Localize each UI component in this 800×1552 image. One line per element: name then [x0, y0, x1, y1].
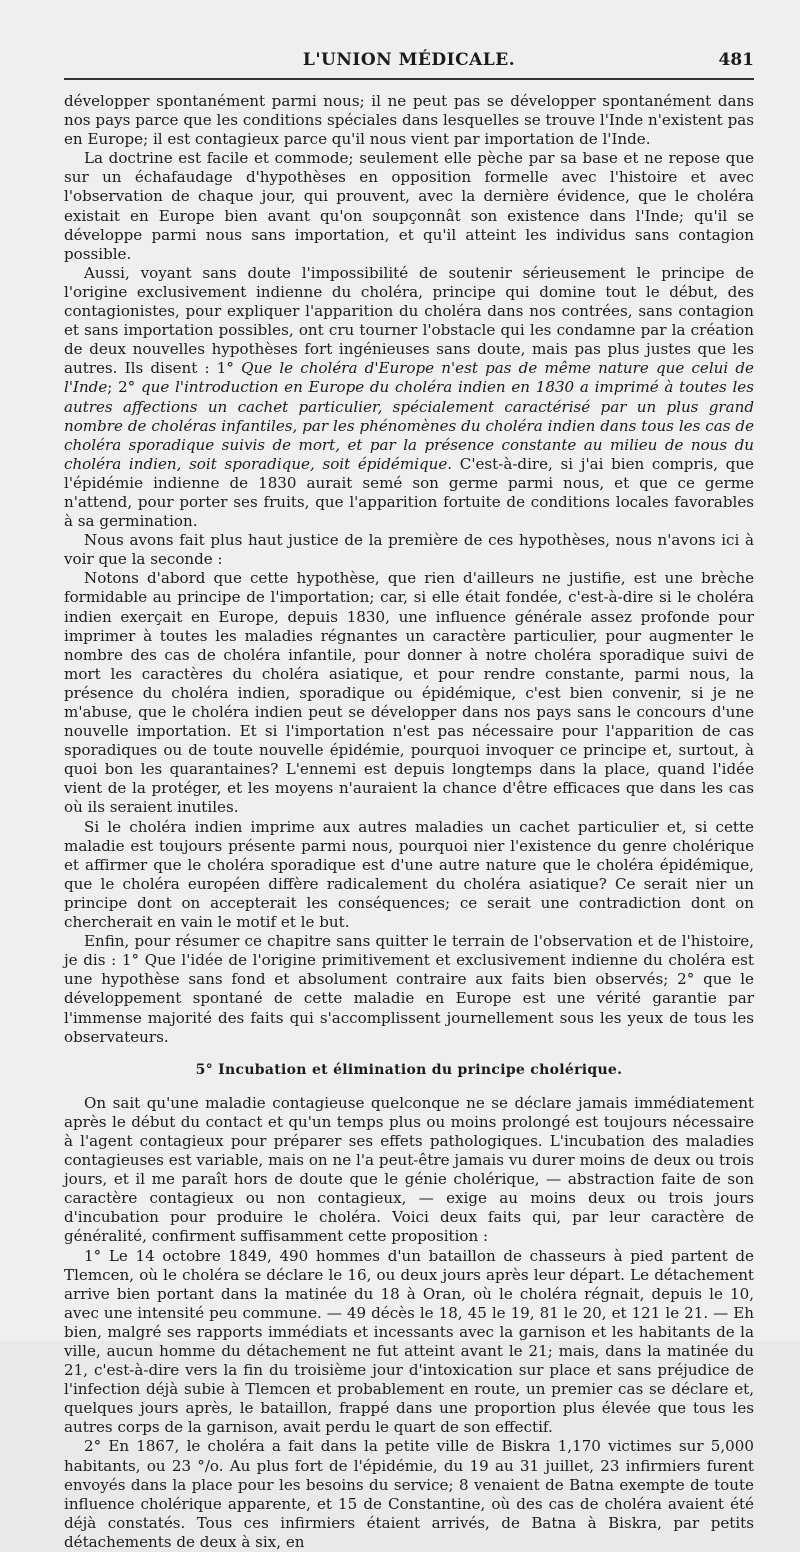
section-heading: 5° Incubation et élimination du principe cholérique. [195, 1061, 623, 1078]
italic-quote: que l'introduction en Europe du choléra indien en 1830 a imprimé à toutes les autres affections un cachet particulier, spécialement caractérisé par un plus grand nombre de choléras infantiles, par les phénomènes du choléra indien dans tous les cas de choléra sporadique suivis de mort, et par la présence constante au milieu de nous du choléra indien, soit sporadique, soit épidémique. [64, 378, 754, 473]
running-header [64, 50, 754, 80]
paragraph: Notons d'abord que cette hypothèse, que rien d'ailleurs ne justifie, est une brèche formidable au principe de l'importation; car, si elle était fondée, c'est-à-dire si le choléra indien exerçait en Europe, depuis 1830, une influence générale assez profonde pour imprimer à toutes les maladies régnantes un caractère particulier, pour augmenter le nombre des cas de choléra infantile, pour donner à notre choléra sporadique suivi de mort les caractères du choléra asiatique, et pour rendre constante, parmi nous, la présence du choléra indien, sporadique ou épidémique, c'est bien convenir, si je ne m'abuse, que le choléra indien peut se développer dans nos pays sans le concours d'une nouvelle importation. Et si l'importation n'est pas nécessaire pour l'apparition de cas sporadiques ou de toute nouvelle épidémie, pourquoi invoquer ce principe et, surtout, à quoi bon les quarantaines? L'ennemi est depuis longtemps dans la place, quand l'idée vient de la protéger, et les moyens n'auraient la chance d'être efficaces que dans les cas où ils seraient inutiles. [64, 569, 754, 817]
paragraph: 2° En 1867, le choléra a fait dans la petite ville de Biskra 1,170 victimes sur 5,000 habitants, ou 23 °/o. Au plus fort de l'épidémie, du 19 au 31 juillet, 23 infirmiers furent envoyés dans la place pour les besoins du service; 8 venaient de Batna exempte de toute influence cholérique apparente, et 15 de Constantine, où des cas de choléra avaient été déjà constatés. Tous ces infirmiers étaient arrivés, de Batna à Biskra, par petits détachements de deux à six, en [64, 1437, 754, 1551]
paragraph [64, 264, 754, 531]
paragraph: On sait qu'une maladie contagieuse quelconque ne se déclare jamais immédiatement après le début du contact et qu'un temps plus ou moins prolongé est toujours nécessaire à l'agent contagieux pour préparer ses effets pathologiques. L'incubation des maladies contagieuses est variable, mais on ne l'a peut-être jamais vu durer moins de deux ou trois jours, et il me paraît hors de doute que le génie cholérique, — abstraction faite de son caractère contagieux ou non contagieux, — exige au moins deux ou trois jours d'incubation pour produire le choléra. Voici deux faits qui, par leur caractère de généralité, confirment suffisamment cette proposition : [64, 1093, 754, 1246]
paragraph-text: ; 2° [107, 378, 141, 397]
paragraph: Si le choléra indien imprime aux autres maladies un cachet particulier et, si cette maladie est toujours présente parmi nous, pourquoi nier l'existence du genre cholérique et affirmer que le choléra sporadique est d'une autre nature que le choléra épidémique, que le choléra européen diffère radicalement du choléra asiatique? Ce serait nier un principe dont on accepterait les conséquences; ce serait une contradiction dont on chercherait en vain le motif et le but. [64, 817, 754, 932]
article-body [64, 92, 754, 1552]
paragraph: 1° Le 14 octobre 1849, 490 hommes d'un bataillon de chasseurs à pied partent de Tlemcen, où le choléra se déclare le 16, ou deux jours après leur départ. Le détachement arrive bien portant dans la matinée du 18 à Oran, où le choléra régnait, depuis le 10, avec une intensité peu commune. — 49 décès le 18, 45 le 19, 81 le 20, et 121 le 21. — Eh bien, malgré ses rapports immédiats et incessants avec la garnison et les habitants de la ville, aucun homme du détachement ne fut atteint avant le 21; mais, dans la matinée du 21, c'est-à-dire vers la fin du troisième jour d'intoxication sur place et sans préjudice de l'infection déjà subie à Tlemcen et probablement en route, un premier cas se déclare et, quelques jours après, le bataillon, frappé dans une proportion plus élevée que tous les autres corps de la garnison, avait perdu le quart de son effectif. [64, 1246, 754, 1437]
header-rule [64, 78, 754, 80]
paragraph: Nous avons fait plus haut justice de la première de ces hypothèses, nous n'avons ici à voir que la seconde : [64, 531, 754, 569]
page-number: 481 [718, 50, 754, 70]
paragraph-text: Aussi, voyant sans doute l'impossibilité de soutenir sérieusement le principe de l'origine exclusivement indienne du choléra, principe qui domine tout le début, des contagionistes, pour expliquer l'apparition du choléra dans nos contrées, sans contagion et sans importation possibles, ont cru tourner l'obstacle qui les condamne par la création de deux nouvelles hypothèses fort ingénieuses sans doute, mais pas plus justes que les autres. Ils disent : 1° [64, 263, 754, 378]
paragraph: La doctrine est facile et commode; seulement elle pèche par sa base et ne repose que sur un échafaudage d'hypothèses en opposition formelle avec l'histoire et avec l'observation de chaque jour, qui prouvent, avec la dernière évidence, que le choléra existait en Europe bien avant qu'on soupçonnât son existence dans l'Inde; qu'il se développe parmi nous sans importation, et qu'il atteint les individus sans contagion possible. [64, 149, 754, 263]
paragraph: développer spontanément parmi nous; il ne peut pas se développer spontanément dans nos pays parce que les conditions spéciales dans lesquelles se trouve l'Inde n'existent pas en Europe; il est contagieux parce qu'il nous vient par importation de l'Inde. [64, 92, 754, 149]
italic-quote: Que le choléra d'Europe n'est pas de même nature que celui de l'Inde [64, 359, 754, 397]
paragraph-text: C'est-à-dire, si j'ai bien compris, que l'épidémie indienne de 1830 aurait semé son germe parmi nous, et que ce germe n'attend, pour porter ses fruits, que l'apparition fortuite de conditions locales favorables à sa germination. [64, 454, 754, 531]
paragraph: Enfin, pour résumer ce chapitre sans quitter le terrain de l'observation et de l'histoire, je dis : 1° Que l'idée de l'origine primitivement et exclusivement indienne du choléra est une hypothèse sans fond et absolument contraire aux faits bien observés; 2° que le développement spontané de cette maladie en Europe est une vérité garantie par l'immense majorité des faits qui s'accomplissent journellement sous les yeux de tous les observateurs. [64, 932, 754, 1046]
journal-title: L'UNION MÉDICALE. [302, 50, 516, 70]
